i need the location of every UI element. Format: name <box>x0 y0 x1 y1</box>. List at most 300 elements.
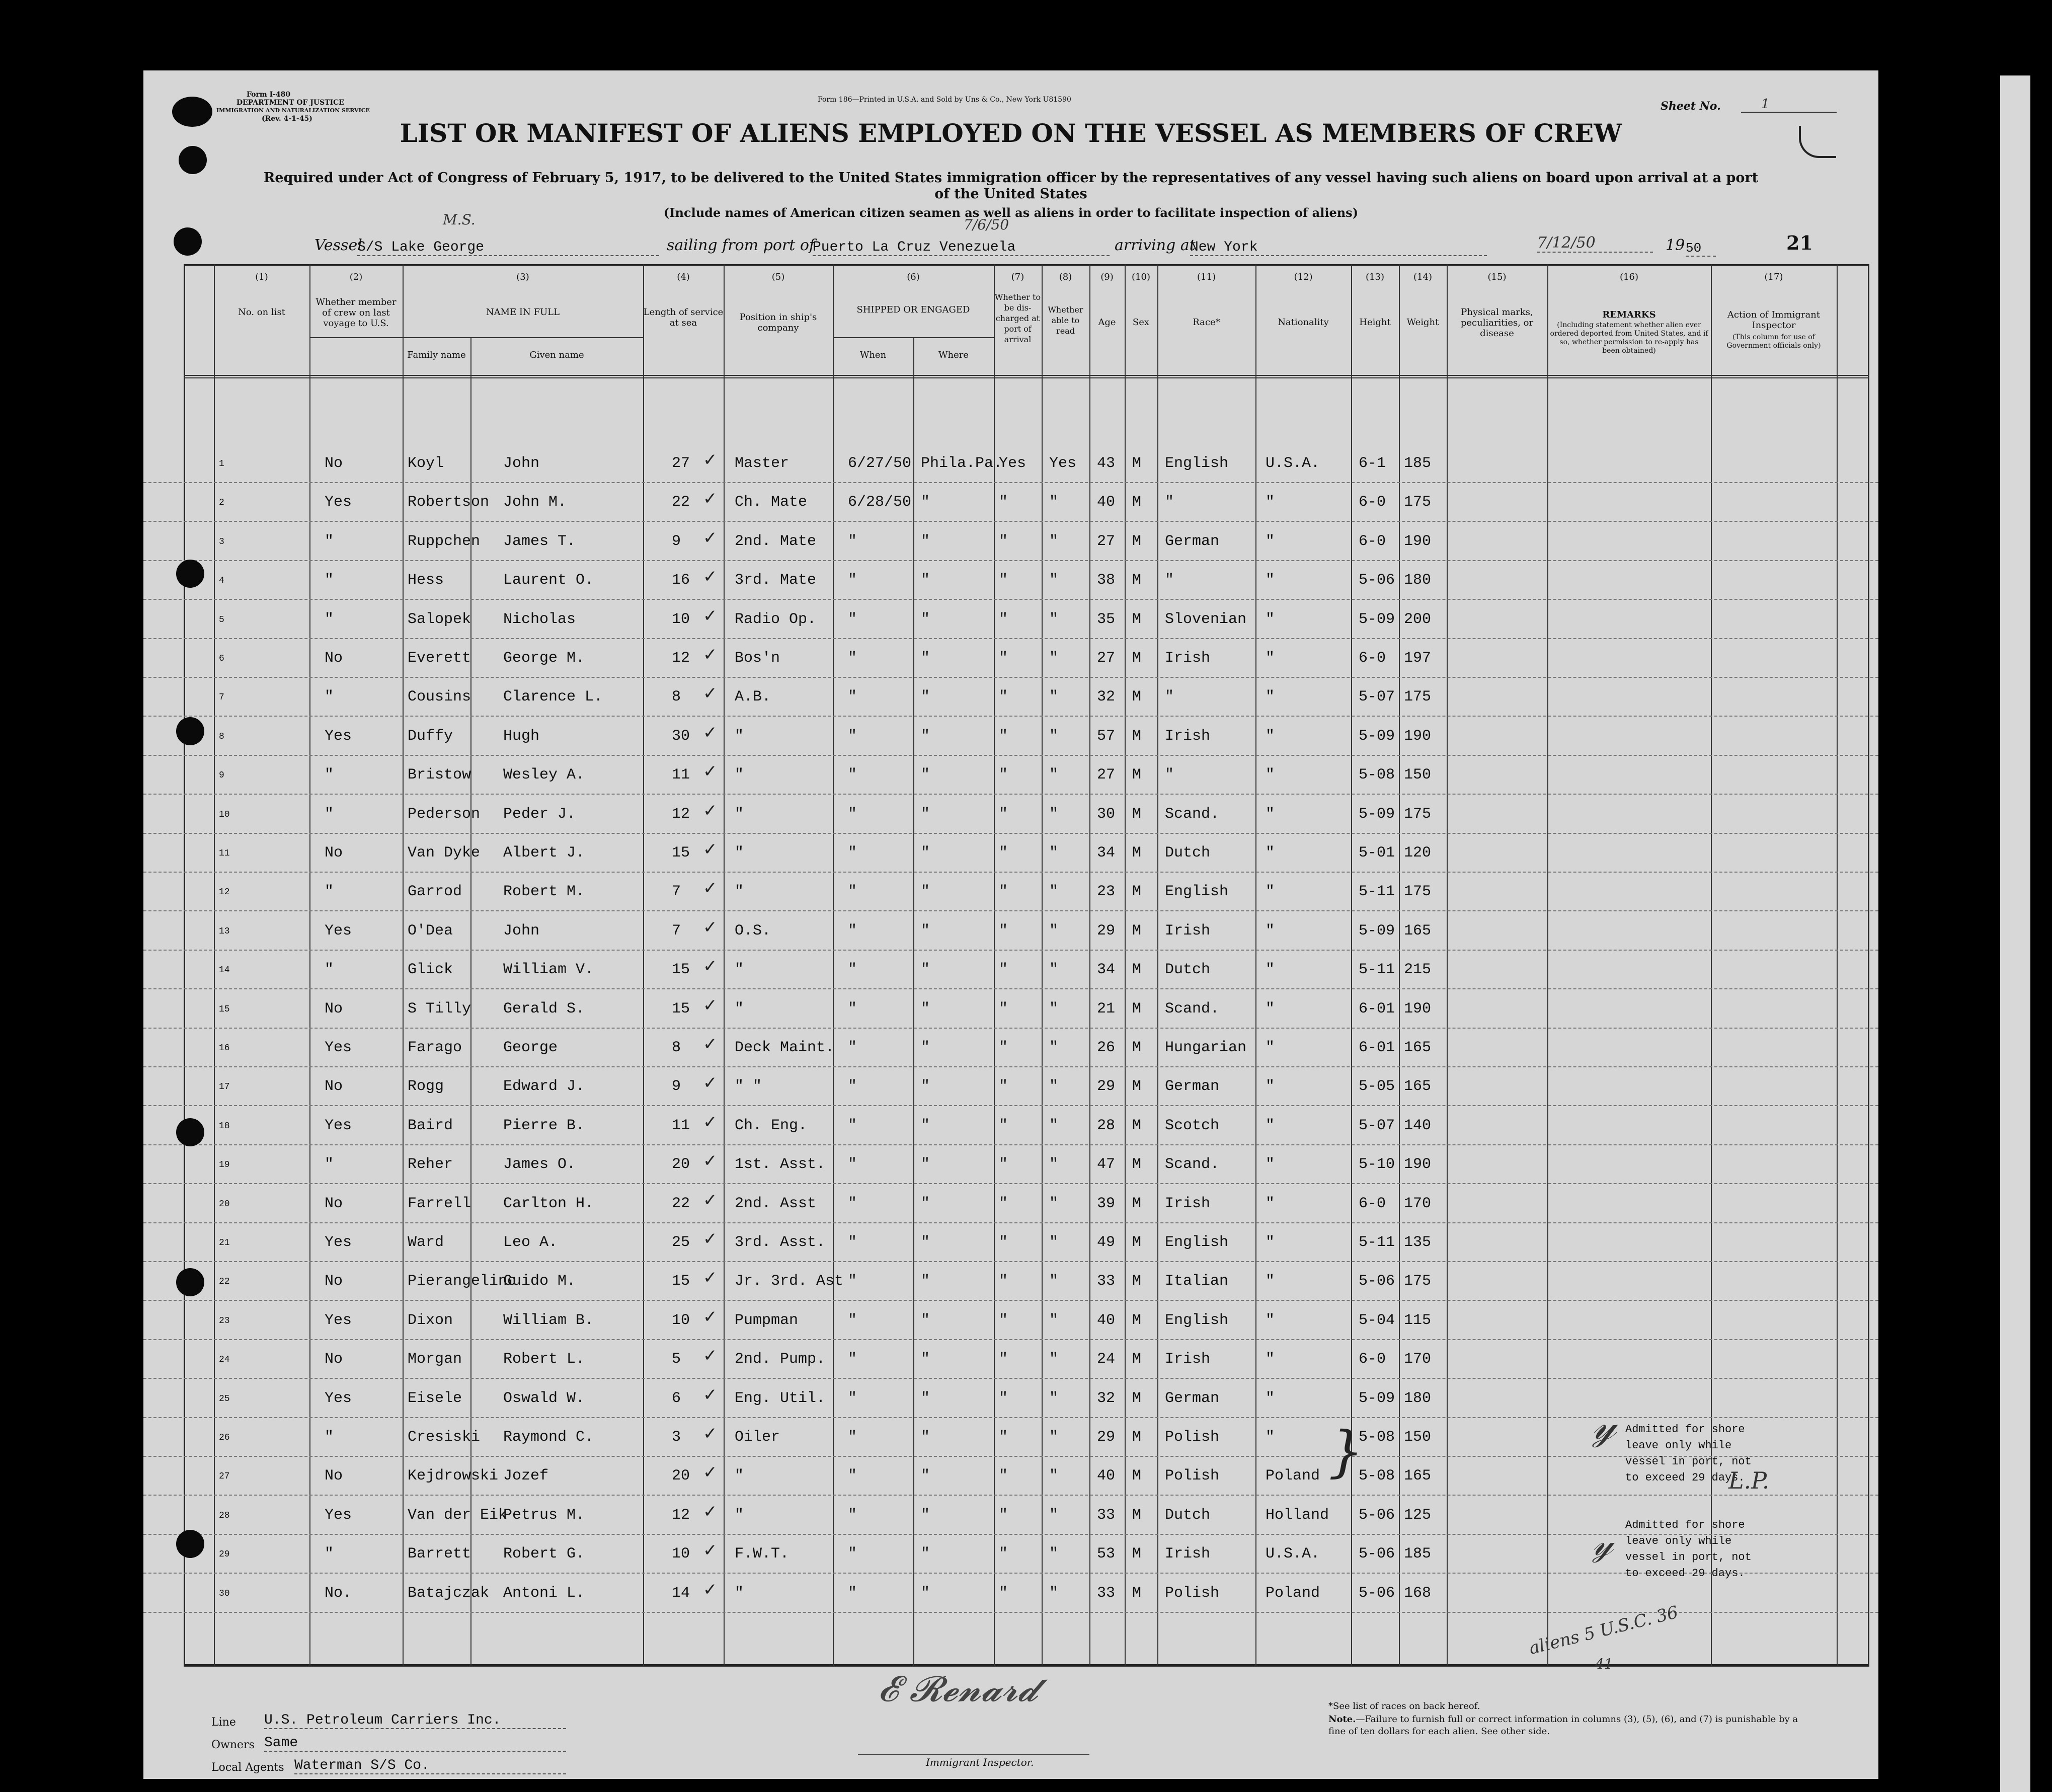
table-row <box>143 1110 1878 1149</box>
last-voyage-cell: Yes <box>325 1039 352 1056</box>
weight-cell: 180 <box>1404 1390 1432 1407</box>
check-mark-icon: ✓ <box>703 1268 718 1288</box>
height-cell: 5-08 <box>1359 766 1395 784</box>
able-to-read-cell: " <box>1049 1156 1059 1173</box>
race-cell: German <box>1165 1078 1220 1095</box>
check-mark-icon: ✓ <box>703 761 718 782</box>
weight-cell: 168 <box>1404 1585 1432 1602</box>
given-name-cell: Edward J. <box>503 1078 585 1095</box>
row-number: 13 <box>219 926 230 937</box>
position-cell: Deck Maint. <box>735 1039 835 1056</box>
nationality-cell: Holland <box>1266 1507 1329 1524</box>
given-name-cell: Peder J. <box>503 806 576 823</box>
able-to-read-cell: " <box>1049 883 1059 900</box>
last-voyage-cell: " <box>325 572 334 589</box>
service-name: IMMIGRATION AND NATURALIZATION SERVICE <box>216 107 370 114</box>
height-cell: 5-08 <box>1359 1467 1395 1485</box>
sex-cell: M <box>1132 1429 1142 1446</box>
race-cell: " <box>1165 572 1174 589</box>
discharged-cell: " <box>999 1312 1008 1329</box>
col-header-remarks-note: (Including statement whether alien ever ordered deported from United States, and if so, whether permission to re-apply has been obtained) <box>1550 321 1708 355</box>
able-to-read-cell: " <box>1049 1195 1059 1212</box>
shipped-where-cell: " <box>921 1039 930 1056</box>
weight-cell: 175 <box>1404 494 1432 511</box>
service-years-cell: 11 <box>672 766 690 784</box>
age-cell: 33 <box>1097 1273 1116 1290</box>
discharged-cell: " <box>999 1117 1008 1134</box>
shipped-when-cell: " <box>848 766 857 784</box>
check-mark-icon: ✓ <box>703 1346 718 1366</box>
weight-cell: 175 <box>1404 688 1432 706</box>
service-years-cell: 25 <box>672 1234 690 1251</box>
sailing-label: sailing from port of <box>667 237 815 254</box>
col-num: (12) <box>1294 272 1313 282</box>
shipped-when-cell: " <box>848 1117 857 1134</box>
table-row <box>143 448 1878 487</box>
service-years-cell: 27 <box>672 455 690 472</box>
family-name-cell: Van der Eik <box>408 1507 508 1524</box>
race-cell: English <box>1165 1234 1229 1251</box>
check-mark-icon: ✓ <box>703 1385 718 1405</box>
shipped-when-cell: " <box>848 1312 857 1329</box>
position-cell: Jr. 3rd. Ast <box>735 1273 844 1290</box>
race-cell: Irish <box>1165 922 1211 940</box>
row-rule <box>143 988 1878 989</box>
family-name-cell: Farrell <box>408 1195 471 1212</box>
service-years-cell: 14 <box>672 1585 690 1602</box>
row-number: 3 <box>219 537 224 547</box>
position-cell: A.B. <box>735 688 771 706</box>
able-to-read-cell: " <box>1049 1273 1059 1290</box>
service-years-cell: 12 <box>672 1507 690 1524</box>
discharged-cell: " <box>999 1390 1008 1407</box>
row-rule <box>143 1612 1878 1613</box>
row-rule <box>143 560 1878 561</box>
shipped-where-cell: " <box>921 883 930 900</box>
col-header-given: Given name <box>529 350 584 360</box>
check-mark-icon: ✓ <box>703 839 718 860</box>
able-to-read-cell: " <box>1049 1117 1059 1134</box>
discharged-cell: " <box>999 650 1008 667</box>
shipped-when-cell: " <box>848 1156 857 1173</box>
discharged-cell: " <box>999 806 1008 823</box>
height-cell: 6-0 <box>1359 650 1386 667</box>
table-row <box>143 565 1878 604</box>
able-to-read-cell: " <box>1049 766 1059 784</box>
sex-cell: M <box>1132 1273 1142 1290</box>
col-header-action: Action of Immigrant Inspector <box>1727 309 1821 331</box>
last-voyage-cell: No <box>325 1195 343 1212</box>
shipped-where-cell: " <box>921 1429 930 1446</box>
discharged-cell: " <box>999 766 1008 784</box>
sheet-label: Sheet No. <box>1661 100 1721 113</box>
race-cell: Dutch <box>1165 1507 1211 1524</box>
table-row <box>143 681 1878 721</box>
last-voyage-cell: " <box>325 688 334 706</box>
service-years-cell: 22 <box>672 1195 690 1212</box>
row-rule <box>143 1573 1878 1574</box>
table-row <box>143 1460 1878 1500</box>
row-number: 29 <box>219 1549 230 1560</box>
height-cell: 5-11 <box>1359 883 1395 900</box>
height-cell: 6-01 <box>1359 1000 1395 1018</box>
col-header-physical: Physical marks, peculiarities, or disease <box>1460 307 1534 339</box>
inspector-mark-icon: 𝓎 <box>1593 1522 1613 1564</box>
family-name-cell: O'Dea <box>408 922 453 940</box>
last-voyage-cell: Yes <box>325 1390 352 1407</box>
able-to-read-cell: " <box>1049 1234 1059 1251</box>
table-row <box>143 954 1878 993</box>
weight-cell: 175 <box>1404 1273 1432 1290</box>
table-row <box>143 526 1878 565</box>
shipped-where-cell: " <box>921 1390 930 1407</box>
race-cell: English <box>1165 883 1229 900</box>
discharged-cell: " <box>999 1429 1008 1446</box>
age-cell: 27 <box>1097 650 1116 667</box>
shipped-where-cell: " <box>921 766 930 784</box>
row-rule <box>143 1261 1878 1262</box>
col-header-service: Length of service at sea <box>643 307 724 328</box>
nationality-cell: " <box>1266 728 1275 745</box>
last-voyage-cell: Yes <box>325 1117 352 1134</box>
shipped-when-cell: " <box>848 1429 857 1446</box>
shipped-where-cell: " <box>921 1545 930 1563</box>
binder-hole-icon <box>174 227 202 256</box>
vessel-note: M.S. <box>443 211 476 228</box>
table-row <box>143 1188 1878 1227</box>
discharged-cell: " <box>999 922 1008 940</box>
table-row <box>143 1422 1878 1461</box>
shipped-when-cell: " <box>848 883 857 900</box>
service-years-cell: 15 <box>672 844 690 862</box>
given-name-cell: Petrus M. <box>503 1507 585 1524</box>
sex-cell: M <box>1132 533 1142 550</box>
able-to-read-cell: " <box>1049 1545 1059 1563</box>
nationality-cell: " <box>1266 806 1275 823</box>
row-number: 27 <box>219 1471 230 1482</box>
age-cell: 29 <box>1097 1078 1116 1095</box>
weight-cell: 135 <box>1404 1234 1432 1251</box>
shipped-where-cell: " <box>921 1467 930 1485</box>
service-years-cell: 16 <box>672 572 690 589</box>
adjacent-page-strip <box>2000 75 2030 1792</box>
table-row <box>143 1344 1878 1383</box>
check-mark-icon: ✓ <box>703 917 718 938</box>
col-num: (7) <box>1011 272 1024 282</box>
height-cell: 5-08 <box>1359 1429 1395 1446</box>
given-name-cell: Pierre B. <box>503 1117 585 1134</box>
age-cell: 21 <box>1097 1000 1116 1018</box>
discharged-cell: " <box>999 844 1008 862</box>
race-cell: English <box>1165 1312 1229 1329</box>
check-mark-icon: ✓ <box>703 801 718 821</box>
able-to-read-cell: " <box>1049 533 1059 550</box>
check-mark-icon: ✓ <box>703 645 718 665</box>
family-name-cell: Everett <box>408 650 471 667</box>
height-cell: 6-1 <box>1359 455 1386 472</box>
weight-cell: 190 <box>1404 533 1432 550</box>
shipped-where-cell: Phila.Pa. <box>921 455 1003 472</box>
service-years-cell: 12 <box>672 650 690 667</box>
shipped-where-cell: " <box>921 494 930 511</box>
position-cell: " <box>735 883 744 900</box>
family-name-cell: Reher <box>408 1156 453 1173</box>
discharged-cell: " <box>999 1351 1008 1368</box>
last-voyage-cell: No <box>325 1467 343 1485</box>
family-name-cell: Baird <box>408 1117 453 1134</box>
shipped-when-cell: " <box>848 1078 857 1095</box>
agents-value: Waterman S/S Co. <box>294 1758 566 1774</box>
col-header-race: Race* <box>1193 317 1220 328</box>
discharged-cell: " <box>999 1234 1008 1251</box>
given-name-cell: Robert L. <box>503 1351 585 1368</box>
height-cell: 5-10 <box>1359 1156 1395 1173</box>
col-num: (16) <box>1620 272 1638 282</box>
service-years-cell: 9 <box>672 1078 681 1095</box>
position-cell: Bos'n <box>735 650 780 667</box>
binder-hole-icon <box>179 146 207 174</box>
binder-hole-icon <box>176 560 204 588</box>
family-name-cell: Cresiski <box>408 1429 481 1446</box>
age-cell: 35 <box>1097 611 1116 628</box>
service-years-cell: 22 <box>672 494 690 511</box>
position-cell: Oiler <box>735 1429 780 1446</box>
col-num: (6) <box>907 272 920 282</box>
family-name-cell: Kejdrowski <box>408 1467 499 1485</box>
col-header-weight: Weight <box>1406 317 1439 328</box>
family-name-cell: Eisele <box>408 1390 462 1407</box>
table-row <box>143 1149 1878 1188</box>
check-mark-icon: ✓ <box>703 995 718 1016</box>
service-years-cell: 9 <box>672 533 681 550</box>
last-voyage-cell: " <box>325 961 334 978</box>
sex-cell: M <box>1132 961 1142 978</box>
agents-label: Local Agents <box>211 1761 284 1774</box>
service-years-cell: 12 <box>672 806 690 823</box>
discharged-cell: " <box>999 1078 1008 1095</box>
weight-cell: 190 <box>1404 1156 1432 1173</box>
nationality-cell: " <box>1266 650 1275 667</box>
table-row <box>143 643 1878 682</box>
nationality-cell: " <box>1266 1234 1275 1251</box>
binder-hole-icon <box>176 1530 204 1558</box>
shipped-where-cell: " <box>921 1156 930 1173</box>
shipped-when-cell: " <box>848 922 857 940</box>
row-rule <box>143 1066 1878 1067</box>
shipped-where-cell: " <box>921 1234 930 1251</box>
given-name-cell: Nicholas <box>503 611 576 628</box>
service-years-cell: 15 <box>672 1273 690 1290</box>
age-cell: 33 <box>1097 1585 1116 1602</box>
sex-cell: M <box>1132 1195 1142 1212</box>
row-number: 5 <box>219 615 224 625</box>
nationality-cell: " <box>1266 533 1275 550</box>
nationality-cell: " <box>1266 1312 1275 1329</box>
header-bottom-rule <box>184 375 1869 376</box>
dept-name: DEPARTMENT OF JUSTICE <box>236 99 344 107</box>
nationality-cell: U.S.A. <box>1266 455 1320 472</box>
able-to-read-cell: " <box>1049 806 1059 823</box>
able-to-read-cell: " <box>1049 1429 1059 1446</box>
col-num: (15) <box>1487 272 1507 282</box>
page-subtitle: Required under Act of Congress of February 5, 1917, to be delivered to the United States immigration officer by the representatives of any vessel having such aliens on board upon arrival at a port of the United States <box>263 170 1759 202</box>
service-years-cell: 10 <box>672 1545 690 1563</box>
age-cell: 26 <box>1097 1039 1116 1056</box>
owners-label: Owners <box>211 1739 255 1751</box>
shipped-when-cell: 6/27/50 <box>848 455 912 472</box>
check-mark-icon: ✓ <box>703 1307 718 1327</box>
fine-note <box>1328 1713 1811 1738</box>
able-to-read-cell: " <box>1049 611 1059 628</box>
shipped-when-cell: " <box>848 611 857 628</box>
sex-cell: M <box>1132 728 1142 745</box>
weight-cell: 170 <box>1404 1195 1432 1212</box>
last-voyage-cell: No <box>325 1000 343 1018</box>
height-cell: 5-07 <box>1359 688 1395 706</box>
last-voyage-cell: Yes <box>325 1312 352 1329</box>
table-bottom-rule <box>184 1666 1869 1667</box>
last-voyage-cell: Yes <box>325 922 352 940</box>
service-years-cell: 20 <box>672 1467 690 1485</box>
weight-cell: 170 <box>1404 1351 1432 1368</box>
row-number: 8 <box>219 732 224 742</box>
row-rule <box>143 1495 1878 1496</box>
age-cell: 34 <box>1097 961 1116 978</box>
family-name-cell: Batajczak <box>408 1585 490 1602</box>
sex-cell: M <box>1132 1312 1142 1329</box>
race-cell: Polish <box>1165 1429 1220 1446</box>
row-number: 15 <box>219 1004 230 1015</box>
col-header-remarks: REMARKS <box>1602 309 1656 320</box>
position-cell: 2nd. Asst <box>735 1195 817 1212</box>
sex-cell: M <box>1132 1000 1142 1018</box>
age-cell: 29 <box>1097 922 1116 940</box>
sex-cell: M <box>1132 766 1142 784</box>
race-cell: Irish <box>1165 728 1211 745</box>
row-number: 11 <box>219 848 230 859</box>
sex-cell: M <box>1132 1117 1142 1134</box>
discharged-cell: " <box>999 1156 1008 1173</box>
row-rule <box>143 677 1878 678</box>
row-rule <box>143 1222 1878 1223</box>
height-cell: 5-01 <box>1359 844 1395 862</box>
able-to-read-cell: " <box>1049 650 1059 667</box>
vessel-name: S/S Lake George <box>357 240 659 256</box>
check-mark-icon: ✓ <box>703 1151 718 1171</box>
row-number: 28 <box>219 1511 230 1521</box>
race-cell: Irish <box>1165 1351 1211 1368</box>
nationality-cell: " <box>1266 961 1275 978</box>
row-rule <box>143 950 1878 951</box>
row-number: 30 <box>219 1589 230 1599</box>
discharged-cell: " <box>999 1545 1008 1563</box>
family-name-cell: Farago <box>408 1039 462 1056</box>
family-name-cell: Dixon <box>408 1312 453 1329</box>
col-num: (4) <box>677 272 690 282</box>
given-name-cell: George M. <box>503 650 585 667</box>
race-cell: German <box>1165 533 1220 550</box>
shipped-where-cell: " <box>921 922 930 940</box>
given-name-cell: Carlton H. <box>503 1195 594 1212</box>
last-voyage-cell: No <box>325 650 343 667</box>
rev-date: (Rev. 4-1-45) <box>262 115 312 123</box>
family-name-cell: Garrod <box>408 883 462 900</box>
family-name-cell: Pierangelino <box>408 1273 517 1290</box>
nationality-cell: U.S.A. <box>1266 1545 1320 1563</box>
age-cell: 49 <box>1097 1234 1116 1251</box>
row-rule <box>143 716 1878 717</box>
able-to-read-cell: " <box>1049 1000 1059 1018</box>
height-cell: 6-0 <box>1359 494 1386 511</box>
weight-cell: 150 <box>1404 1429 1432 1446</box>
check-mark-icon: ✓ <box>703 1073 718 1093</box>
given-name-cell: William V. <box>503 961 594 978</box>
last-voyage-cell: No. <box>325 1585 352 1602</box>
age-cell: 53 <box>1097 1545 1116 1563</box>
last-voyage-cell: " <box>325 1429 334 1446</box>
row-rule <box>143 1144 1878 1145</box>
service-years-cell: 20 <box>672 1156 690 1173</box>
sail-date: 7/6/50 <box>964 216 1009 233</box>
table-row <box>143 1538 1878 1578</box>
position-cell: " <box>735 766 744 784</box>
col-num: (17) <box>1764 272 1783 282</box>
nationality-cell: " <box>1266 1000 1275 1018</box>
position-cell: " <box>735 728 744 745</box>
check-mark-icon: ✓ <box>703 1229 718 1249</box>
position-cell: " <box>735 1585 744 1602</box>
position-cell: " <box>735 1467 744 1485</box>
discharged-cell: " <box>999 533 1008 550</box>
height-cell: 5-11 <box>1359 1234 1395 1251</box>
able-to-read-cell: Yes <box>1049 455 1077 472</box>
col-num: (5) <box>771 272 785 282</box>
able-to-read-cell: " <box>1049 1467 1059 1485</box>
race-cell: Polish <box>1165 1585 1220 1602</box>
col-header-when: When <box>859 350 887 360</box>
sex-cell: M <box>1132 1039 1142 1056</box>
shipped-where-cell: " <box>921 1273 930 1290</box>
row-rule <box>143 794 1878 795</box>
weight-cell: 150 <box>1404 766 1432 784</box>
sex-cell: M <box>1132 1234 1142 1251</box>
age-cell: 27 <box>1097 766 1116 784</box>
height-cell: 5-06 <box>1359 1545 1395 1563</box>
last-voyage-cell: " <box>325 766 334 784</box>
discharged-cell: " <box>999 1507 1008 1524</box>
shipped-where-cell: " <box>921 844 930 862</box>
col-header-sex: Sex <box>1132 317 1150 328</box>
check-mark-icon: ✓ <box>703 683 718 704</box>
height-cell: 5-09 <box>1359 922 1395 940</box>
check-mark-icon: ✓ <box>703 567 718 587</box>
given-name-cell: Leo A. <box>503 1234 558 1251</box>
shipped-when-cell: " <box>848 728 857 745</box>
nationality-cell: " <box>1266 844 1275 862</box>
service-years-cell: 10 <box>672 1312 690 1329</box>
family-name-cell: Pederson <box>408 806 481 823</box>
row-number: 26 <box>219 1433 230 1443</box>
nationality-cell: " <box>1266 1039 1275 1056</box>
sex-cell: M <box>1132 1351 1142 1368</box>
able-to-read-cell: " <box>1049 1039 1059 1056</box>
able-to-read-cell: " <box>1049 688 1059 706</box>
table-row <box>143 1266 1878 1305</box>
arriving-label: arriving at <box>1115 237 1196 254</box>
given-name-cell: Gerald S. <box>503 1000 585 1018</box>
sex-cell: M <box>1132 572 1142 589</box>
discharged-cell: " <box>999 1467 1008 1485</box>
